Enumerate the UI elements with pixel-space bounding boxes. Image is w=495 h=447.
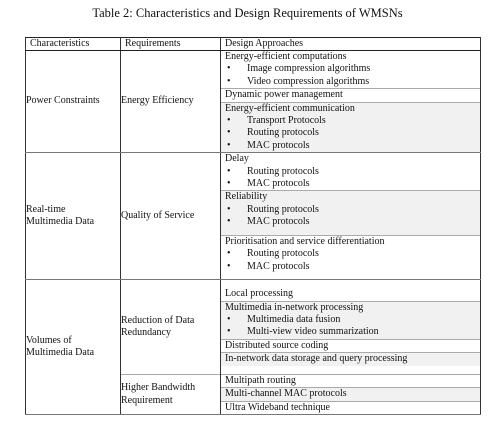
approach-multichannel-mac: Multi-channel MAC protocols xyxy=(221,388,480,401)
cell-bandwidth-approaches xyxy=(221,374,481,414)
approach-in-network-storage: In-network data storage and query processing xyxy=(221,353,480,365)
table-row-realtime xyxy=(26,153,481,280)
cell-quality-of-service: Quality of Service xyxy=(121,153,221,280)
header-requirements: Requirements xyxy=(121,38,221,51)
cell-power-approaches xyxy=(221,51,481,153)
list-item: • Routing protocols xyxy=(227,127,319,139)
header-design-approaches: Design Approaches xyxy=(221,38,481,51)
list-item: • Video compression algorithms xyxy=(227,75,370,87)
approach-title: Delay xyxy=(225,153,249,165)
approach-local-processing: Local processing xyxy=(221,288,480,301)
approach-reliability xyxy=(221,191,480,235)
cell-reduction-redundancy: Reduction of Data Redundancy xyxy=(121,280,221,375)
header-row xyxy=(26,38,481,51)
cell-energy-efficiency: Energy Efficiency xyxy=(121,51,221,153)
approach-ultra-wideband: Ultra Wideband technique xyxy=(225,401,330,413)
list-item: • MAC protocols xyxy=(227,139,310,151)
cell-realtime-multimedia: Real-time Multimedia Data xyxy=(26,153,121,280)
table-row-power xyxy=(26,51,481,153)
approach-title: Reliability xyxy=(225,191,268,203)
list-item: • MAC protocols xyxy=(227,260,310,272)
list-item: • Routing protocols xyxy=(227,203,319,215)
cell-volumes-multimedia: Volumes of Multimedia Data xyxy=(26,279,121,414)
list-item: • MAC protocols xyxy=(227,178,310,190)
cell-higher-bandwidth: Higher Bandwidth Requirement xyxy=(121,374,221,414)
approach-multipath-routing: Multipath routing xyxy=(221,375,480,388)
cell-realtime-approaches xyxy=(221,153,481,280)
table-row-volumes xyxy=(26,279,481,414)
approach-title: Energy-efficient communication xyxy=(225,102,355,114)
approach-title: Dynamic power management xyxy=(225,89,343,101)
requirements-table xyxy=(25,37,481,415)
approach-prioritisation xyxy=(221,236,480,279)
approach-distributed-coding: Distributed source coding xyxy=(221,340,480,353)
list-item: • Transport Protocols xyxy=(227,115,326,127)
approach-in-network-processing xyxy=(221,302,480,340)
approach-title: Multimedia in-network processing xyxy=(225,301,364,313)
list-item: • Routing protocols xyxy=(227,165,319,177)
cell-reduction-approaches xyxy=(221,280,481,375)
approach-title: Energy-efficient computations xyxy=(225,51,347,62)
list-item: • Multi-view video summarization xyxy=(227,326,379,338)
approach-title: Prioritisation and service differentiation xyxy=(225,235,385,247)
approach-dynamic-power xyxy=(221,89,480,102)
header-characteristics: Characteristics xyxy=(26,38,121,51)
list-item: • Image compression algorithms xyxy=(227,63,371,75)
cell-power-constraints: Power Constraints xyxy=(26,51,121,153)
list-item: • MAC protocols xyxy=(227,216,310,228)
approach-energy-computations xyxy=(221,51,480,89)
approach-delay xyxy=(221,153,480,191)
list-item: • Routing protocols xyxy=(227,248,319,260)
table-caption: Table 2: Characteristics and Design Requirements of WMSNs xyxy=(92,6,403,20)
list-item: • Multimedia data fusion xyxy=(227,314,341,325)
approach-energy-communication xyxy=(221,103,480,153)
